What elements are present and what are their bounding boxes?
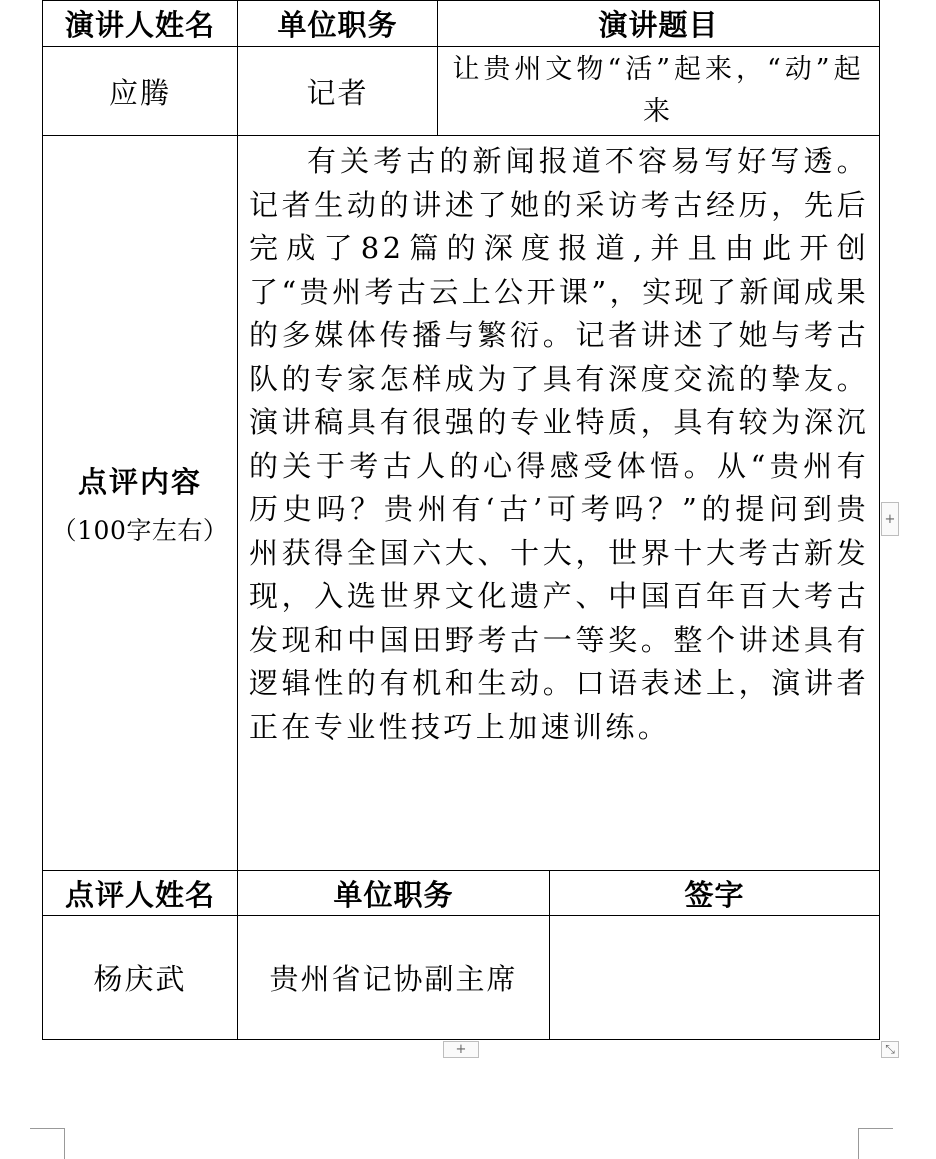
resize-icon: ⤡ (885, 1042, 895, 1056)
review-content-text: 有关考古的新闻报道不容易写好写透。记者生动的讲述了她的采访考古经历，先后完成了82篇的深度报道,并且由此开创了“贵州考古云上公开课”，实现了新闻成果的多媒体传播与繁衍。记者讲述了她与考古队的专家怎样成为了具有深度交流的挚友。演讲稿具有很强的专业特质，具有较为深沉的关于考古人的心得感受体悟。从“贵州有历史吗？贵州有‘古’可考吗？”的提问到贵州获得全国六大、十大，世界十大考古新发现，入选世界文化遗产、中国百年百大考古发现和中国田野考古一等奖。整个讲述具有逻辑性的有机和生动。口语表述上，演讲者正在专业性技巧上加速训练。 (249, 144, 869, 744)
page-corner-mark-left (30, 1128, 65, 1159)
speaker-name-cell[interactable]: 应腾 (42, 46, 238, 136)
reviewer-name-header[interactable]: 点评人姓名 (42, 870, 238, 916)
speaker-position-cell[interactable]: 记者 (237, 46, 438, 136)
reviewer-position-header[interactable]: 单位职务 (237, 870, 550, 916)
signature-header[interactable]: 签字 (549, 870, 880, 916)
speech-topic-cell[interactable]: 让贵州文物“活”起来，“动”起来 (437, 46, 880, 136)
review-label: 点评内容 (77, 464, 202, 499)
page-corner-mark-right (858, 1128, 893, 1159)
plus-icon: + (884, 511, 896, 527)
reviewer-name-cell[interactable]: 杨庆武 (42, 915, 238, 1040)
add-row-handle[interactable] (443, 1041, 479, 1058)
plus-icon: + (455, 1042, 467, 1057)
table-resize-handle[interactable] (881, 1041, 899, 1058)
review-length-note: （100字左右） (51, 515, 229, 545)
add-column-handle[interactable] (881, 502, 899, 536)
review-label-cell[interactable] (42, 135, 238, 871)
speaker-position-header[interactable]: 单位职务 (237, 0, 438, 47)
reviewer-position-cell[interactable]: 贵州省记协副主席 (237, 915, 550, 1040)
signature-cell[interactable] (549, 915, 880, 1040)
speech-topic-header[interactable]: 演讲题目 (437, 0, 880, 47)
speaker-name-header[interactable]: 演讲人姓名 (42, 0, 238, 47)
